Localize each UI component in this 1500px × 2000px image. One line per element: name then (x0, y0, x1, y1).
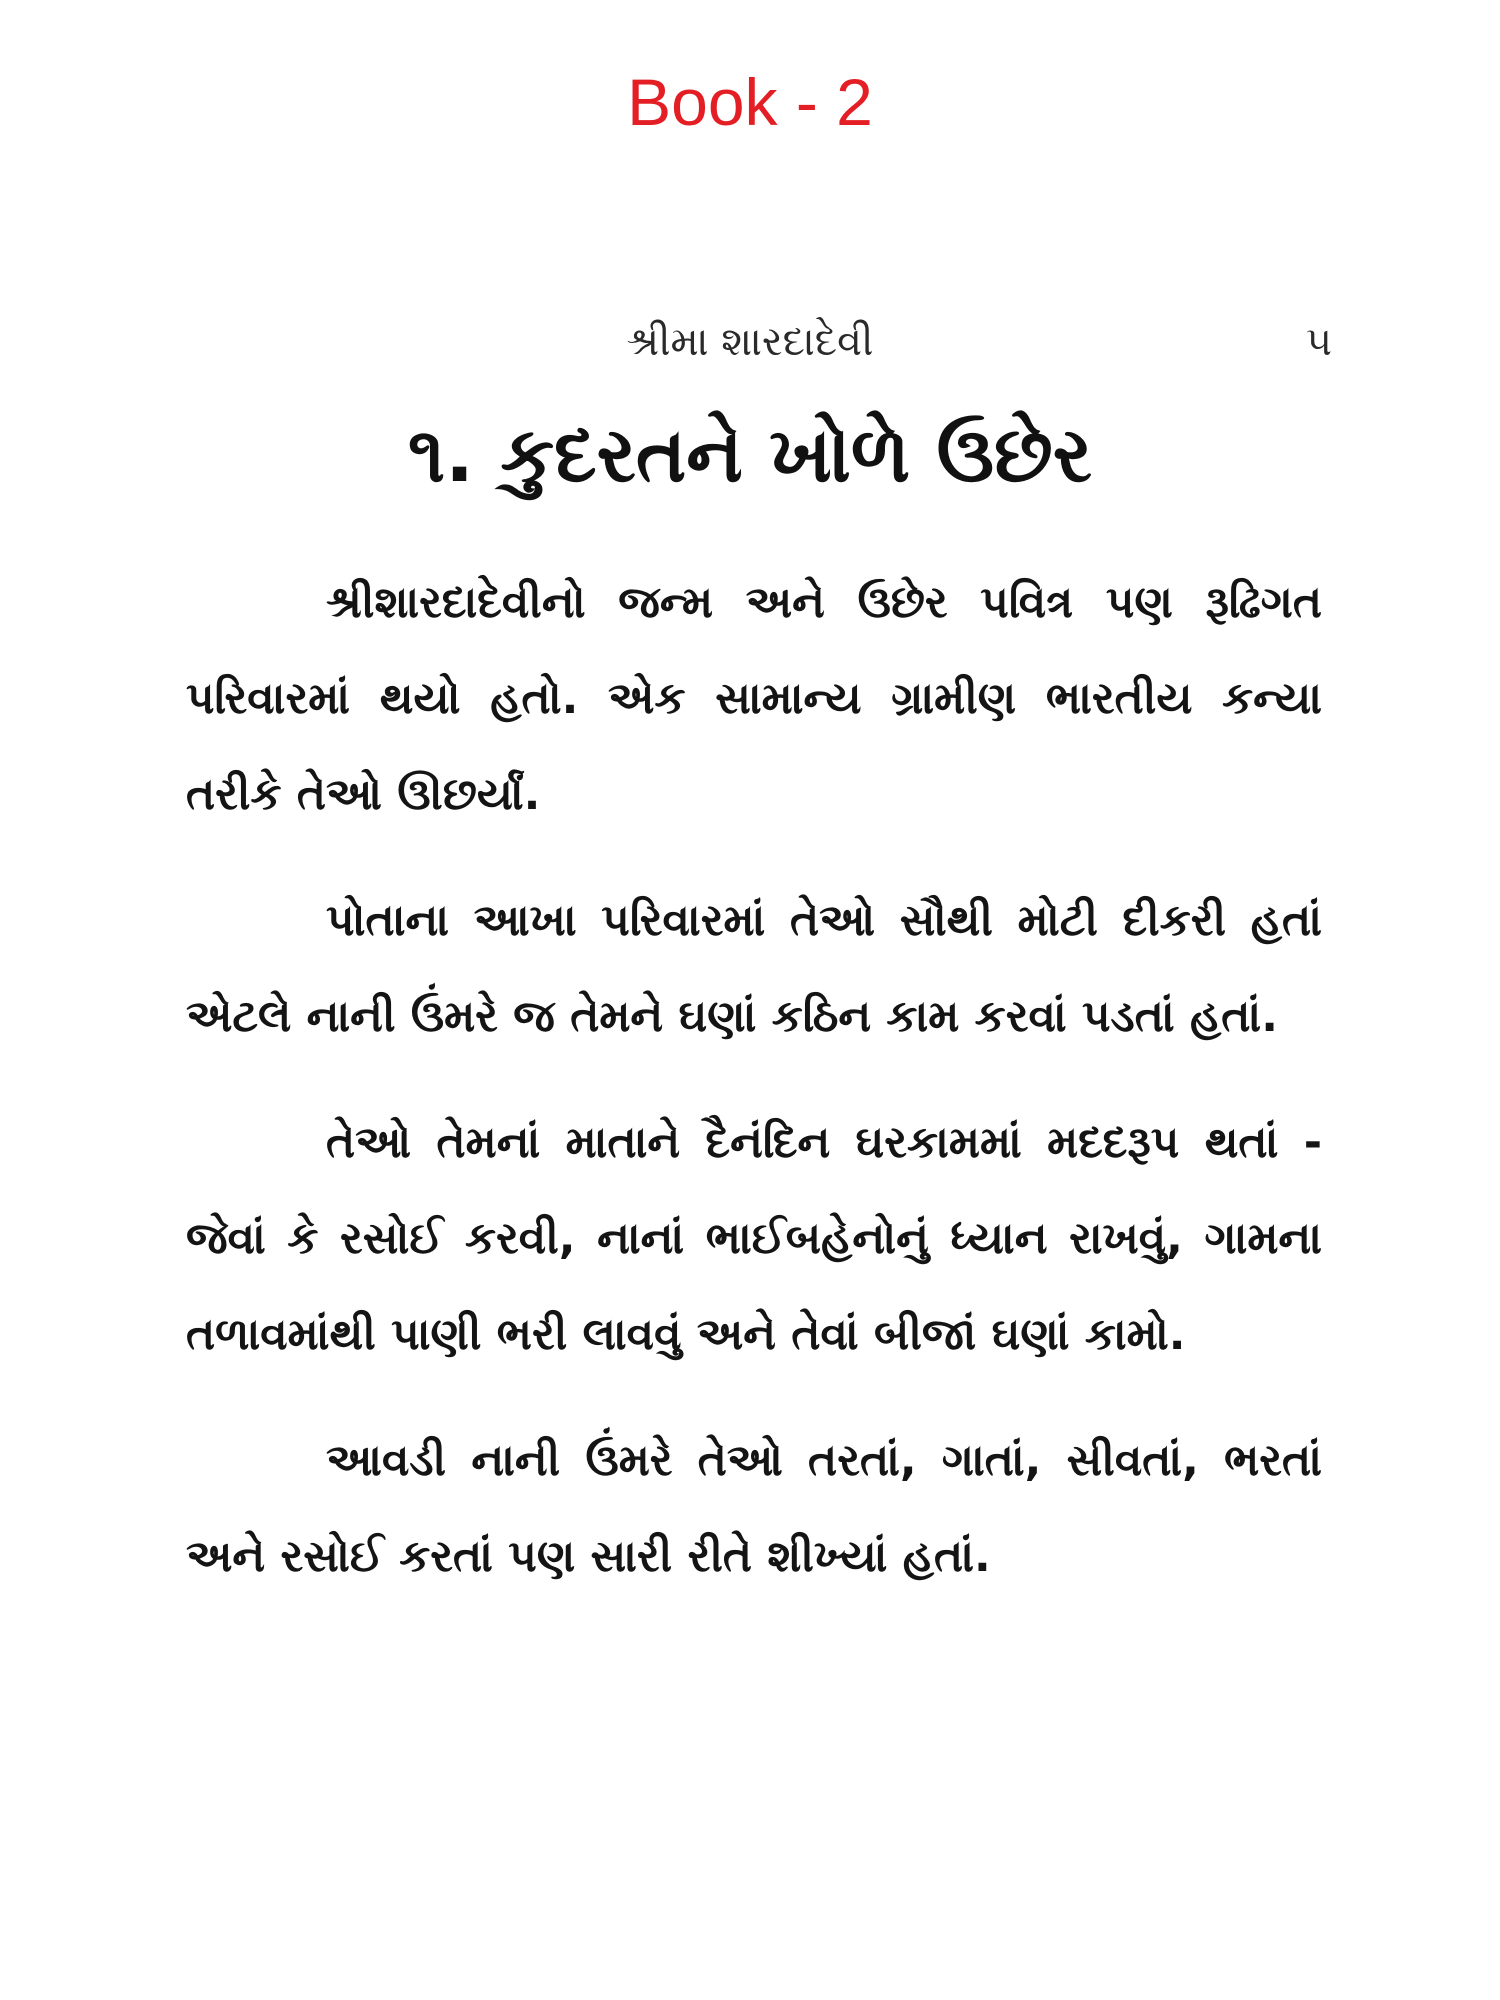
paragraph-4: આવડી નાની ઉંમરે તેઓ તરતાં, ગાતાં, સીવતાં, ભરતાં અને રસોઈ કરતાં પણ સારી રીતે શીખ્યાં હતાં. (186, 1435, 1322, 1582)
paragraph-3: તેઓ તેમનાં માતાને દૈનંદિન ઘરકામમાં મદદરૂપ થતાં - જેવાં કે રસોઈ કરવી, નાનાં ભાઈબહેનોનું ધ્યાન રાખવું, ગામના તળાવમાંથી પાણી ભરી લાવવું અને તેવાં બીજાં ઘણાં કામો. (186, 1117, 1322, 1360)
page-number: ૫ (1305, 319, 1332, 365)
header-title: શ્રીમા શારદાદેવી (626, 319, 874, 365)
chapter-title: ૧. કુદરતને ખોળે ઉછેર (407, 410, 1093, 499)
book-label: Book - 2 (627, 65, 873, 139)
body-text (186, 555, 1322, 1635)
paragraph-2: પોતાના આખા પરિવારમાં તેઓ સૌથી મોટી દીકરી હતાં એટલે નાની ઉંમરે જ તેમને ઘણાં કઠિન કામ કરવાં પડતાં હતાં. (186, 895, 1322, 1042)
paragraph-1: શ્રીશારદાદેવીનો જન્મ અને ઉછેર પવિત્ર પણ રૂઢિગત પરિવારમાં થયો હતો. એક સામાન્ય ગ્રામીણ ભારતીય કન્યા તરીકે તેઓ ઊછર્યાં. (186, 577, 1322, 820)
running-header (0, 312, 1500, 372)
